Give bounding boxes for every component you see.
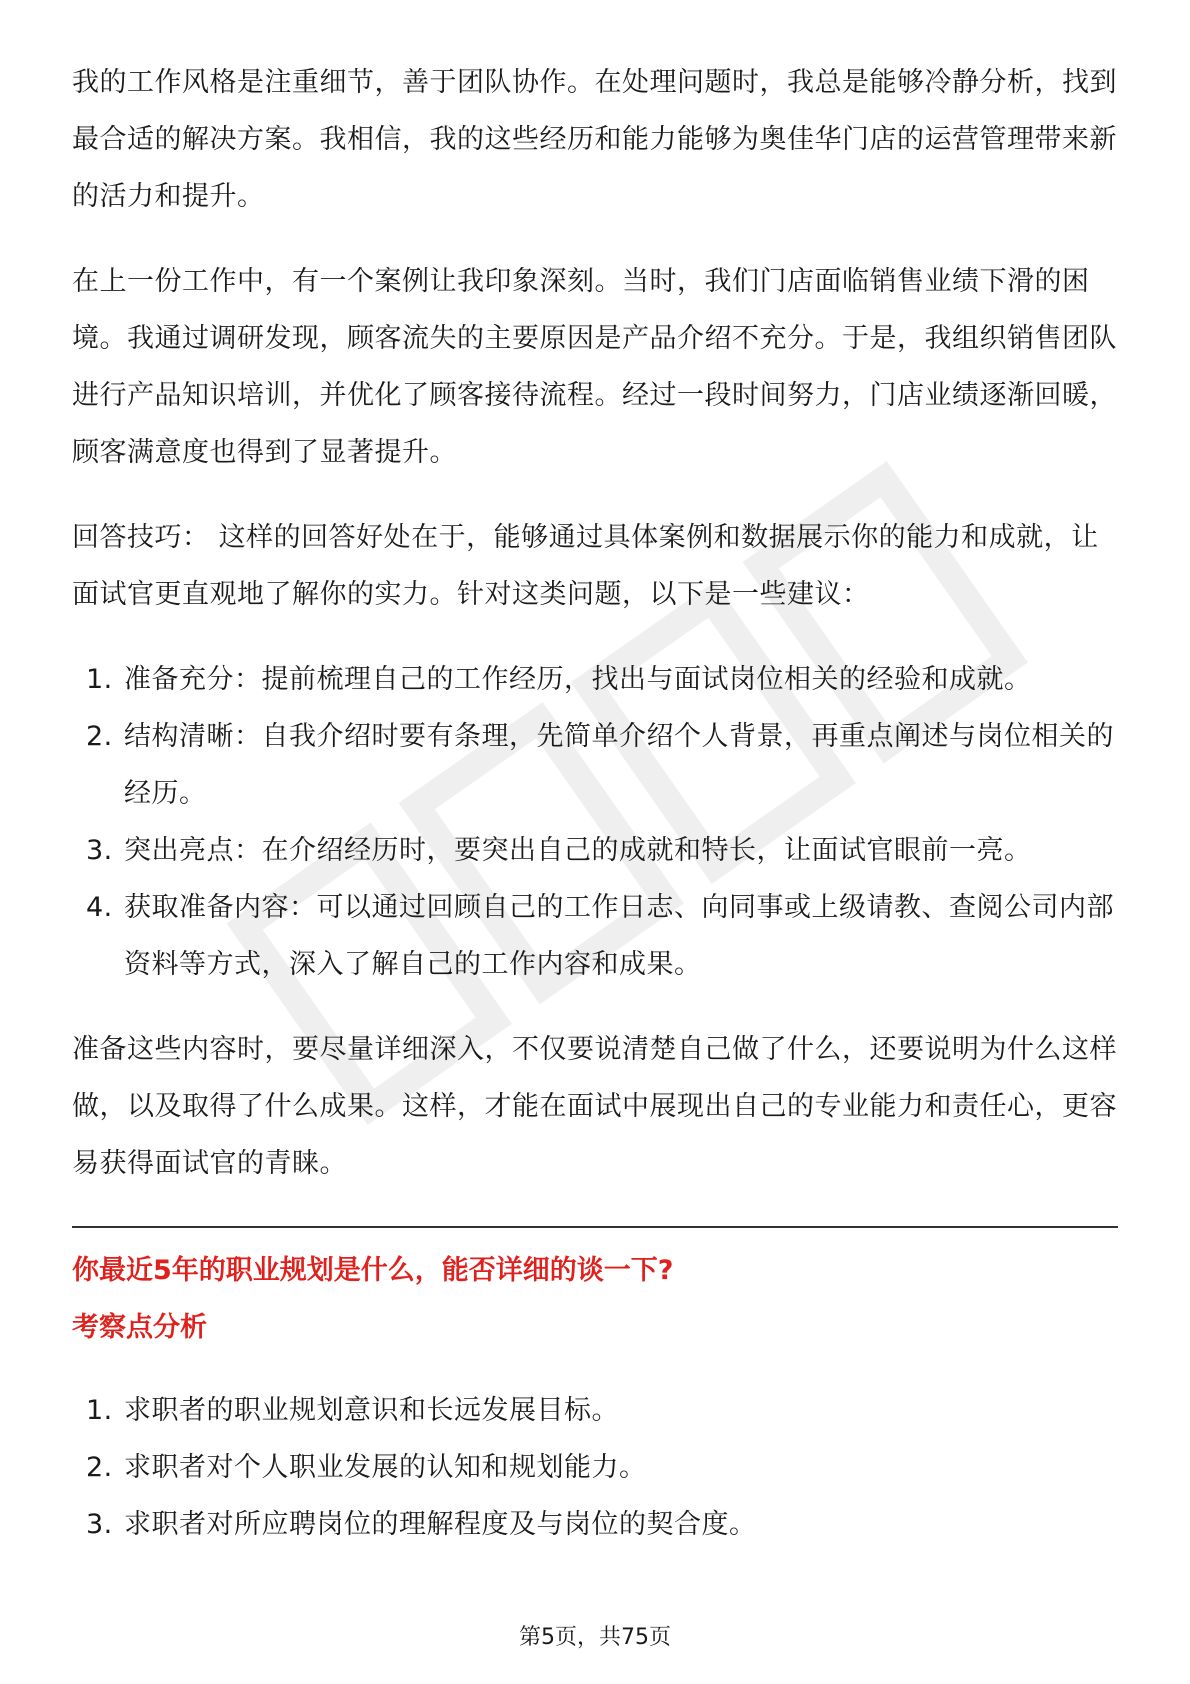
- section-divider: [72, 1226, 1118, 1228]
- question-title: 你最近5年的职业规划是什么，能否详细的谈一下?: [72, 1255, 674, 1286]
- analysis-points-list: [72, 1382, 1118, 1553]
- list-item: [72, 822, 1118, 879]
- list-item: [72, 879, 1118, 993]
- list-item-text: 求职者对个人职业发展的认知和规划能力。: [124, 1452, 647, 1483]
- list-item: [72, 1496, 1118, 1553]
- list-number: 3.: [86, 835, 113, 866]
- list-item-text: 获取准备内容：可以通过回顾自己的工作日志、向同事或上级请教、查阅公司内部资料等方式，深入了解自己的工作内容和成果。: [124, 892, 1114, 980]
- list-number: 2.: [86, 721, 113, 752]
- tips-list: [72, 651, 1118, 993]
- list-item-text: 求职者的职业规划意识和长远发展目标。: [124, 1395, 619, 1426]
- paragraph-preparation-advice: 准备这些内容时，要尽量详细深入，不仅要说清楚自己做了什么，还要说明为什么这样做，以及取得了什么成果。这样，才能在面试中展现出自己的专业能力和责任心，更容易获得面试官的青睐。: [72, 1034, 1117, 1179]
- list-item-text: 突出亮点：在介绍经历时，要突出自己的成就和特长，让面试官眼前一亮。: [124, 835, 1032, 866]
- document-page: [72, 54, 1118, 1581]
- list-item: [72, 708, 1118, 822]
- analysis-heading: 考察点分析: [72, 1312, 207, 1343]
- list-number: 1.: [86, 1395, 113, 1426]
- list-item: [72, 1382, 1118, 1439]
- paragraph-answer-tips: 回答技巧： 这样的回答好处在于，能够通过具体案例和数据展示你的能力和成就，让面试官更直观地了解你的实力。针对这类问题，以下是一些建议：: [72, 522, 1099, 610]
- list-number: 1.: [86, 664, 113, 695]
- list-number: 2.: [86, 1452, 113, 1483]
- page-number-footer: 第5页，共75页: [519, 1625, 671, 1650]
- list-number: 3.: [86, 1509, 113, 1540]
- paragraph-case-study: 在上一份工作中，有一个案例让我印象深刻。当时，我们门店面临销售业绩下滑的困境。我通过调研发现，顾客流失的主要原因是产品介绍不充分。于是，我组织销售团队进行产品知识培训，并优化了顾客接待流程。经过一段时间努力，门店业绩逐渐回暖，顾客满意度也得到了显著提升。: [72, 266, 1117, 468]
- list-item-text: 准备充分：提前梳理自己的工作经历，找出与面试岗位相关的经验和成就。: [124, 664, 1032, 695]
- list-number: 4.: [86, 892, 113, 923]
- list-item-text: 结构清晰：自我介绍时要有条理，先简单介绍个人背景，再重点阐述与岗位相关的经历。: [124, 721, 1114, 809]
- paragraph-work-style: 我的工作风格是注重细节，善于团队协作。在处理问题时，我总是能够冷静分析，找到最合适的解决方案。我相信，我的这些经历和能力能够为奥佳华门店的运营管理带来新的活力和提升。: [72, 67, 1117, 212]
- list-item: [72, 651, 1118, 708]
- list-item-text: 求职者对所应聘岗位的理解程度及与岗位的契合度。: [124, 1509, 757, 1540]
- list-item: [72, 1439, 1118, 1496]
